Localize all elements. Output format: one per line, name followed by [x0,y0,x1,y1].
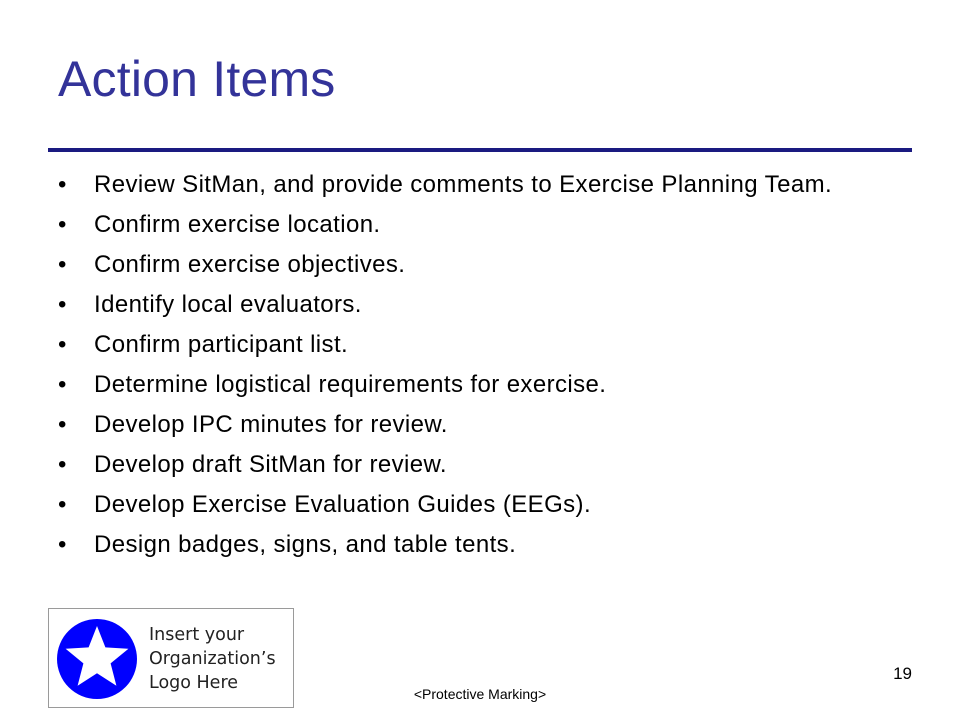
list-item-text: Develop Exercise Evaluation Guides (EEGs). [94,491,592,518]
list-item-text: Review SitMan, and provide comments to Exercise Planning Team. [94,171,833,198]
list-item [58,532,858,558]
protective-marking: <Protective Marking> [413,686,547,702]
list-item [58,172,858,198]
list-item-text: Confirm exercise objectives. [94,251,406,278]
list-item [58,492,858,518]
list-item [58,292,858,318]
title-divider [48,148,912,152]
list-item-text: Identify local evaluators. [94,291,362,318]
bullet-icon: • [58,331,67,358]
bullet-icon: • [58,451,67,478]
list-item [58,212,858,238]
bullet-icon: • [58,211,67,238]
bullet-icon: • [58,251,67,278]
bullet-icon: • [58,171,67,198]
bullet-icon: • [58,531,67,558]
bullet-icon: • [58,371,67,398]
list-item [58,332,858,358]
list-item-text: Develop IPC minutes for review. [94,411,448,438]
list-item-text: Confirm exercise location. [94,211,381,238]
logo-text-line: Insert your [149,625,245,645]
bullet-icon: • [58,291,67,318]
page-number: 19 [893,664,912,683]
organization-logo-placeholder [48,608,294,708]
star-in-circle-icon [55,617,139,701]
bullet-icon: • [58,491,67,518]
list-item-text: Confirm participant list. [94,331,349,358]
logo-placeholder-text [149,623,289,695]
list-item [58,452,858,478]
list-item [58,372,858,398]
logo-text-line: Organization’s [149,649,276,669]
slide-title: Action Items [58,51,336,107]
list-item [58,412,858,438]
bullet-icon: • [58,411,67,438]
list-item-text: Design badges, signs, and table tents. [94,531,517,558]
logo-text-line: Logo Here [149,673,239,693]
action-items-list [58,172,858,572]
list-item [58,252,858,278]
list-item-text: Determine logistical requirements for exercise. [94,371,607,398]
list-item-text: Develop draft SitMan for review. [94,451,447,478]
